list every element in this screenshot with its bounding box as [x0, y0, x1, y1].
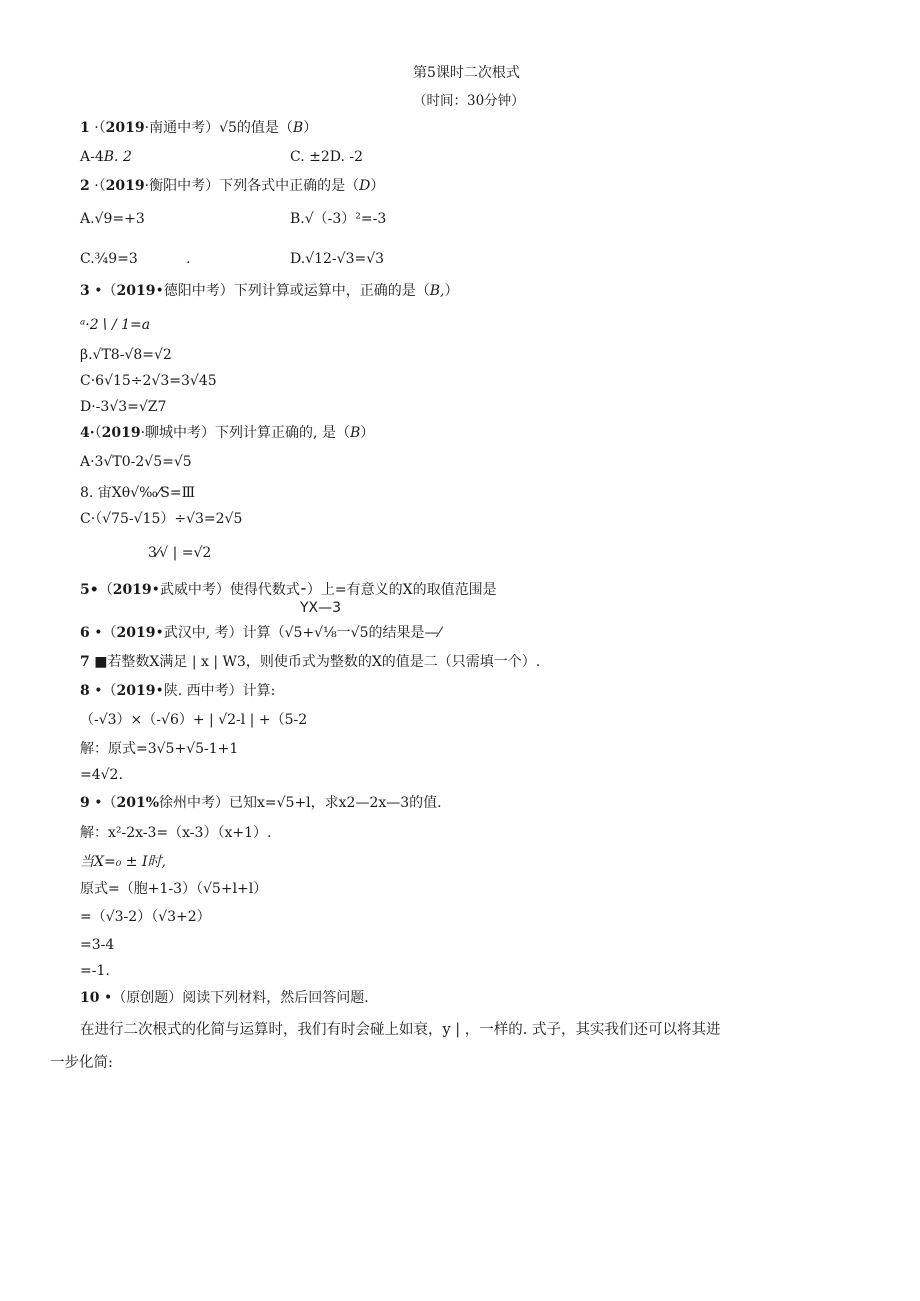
question-sep: •（: [103, 990, 127, 1006]
question-end: ）: [370, 178, 385, 194]
paragraph-line: 在进行二次根式的化简与运算时，我们有时会碰上如衰，y | ，一样的. 式子，其实我们还可以将其进: [80, 1022, 721, 1038]
question-8: [80, 682, 275, 700]
question-text: •德阳中考）下列计算或运算中，正确的是（: [155, 283, 430, 299]
question-number: 4·: [80, 425, 95, 441]
solution-line: 解：原式=3√5+√5-1+1: [80, 741, 239, 757]
solution-line: =（√3-2）（√3+2）: [80, 909, 211, 925]
stray-dot: .: [186, 251, 191, 267]
solution-line: =3-4: [80, 937, 115, 953]
option-a: [80, 148, 132, 166]
question-sep: （: [98, 582, 113, 598]
question-sep: •（: [94, 795, 117, 811]
question-number: 7: [80, 654, 90, 670]
option-c: C.¾9=3: [80, 251, 138, 267]
question-number: 5•: [80, 582, 99, 598]
question-answer: B: [349, 425, 361, 441]
solution-line: =4√2.: [80, 767, 123, 783]
question-end: ）: [303, 120, 318, 136]
solution-line: 原式=（胞+1-3）（√5+l+l）: [80, 881, 268, 897]
question-sep: •（: [94, 625, 117, 641]
question-number: 10: [80, 990, 100, 1006]
question-year: 2019: [101, 425, 141, 441]
question-number: 8: [80, 683, 90, 699]
question-year: 201%: [116, 795, 159, 811]
option-d: D·-3√3=√Z7: [80, 399, 167, 415]
solution-line: =-1.: [80, 963, 110, 979]
question-4: [80, 424, 374, 442]
question-sep: ·（: [94, 178, 106, 194]
option-a-text: A-4: [80, 149, 104, 165]
question-year: 2019: [116, 625, 156, 641]
question-text: ·衡阳中考）下列各式中正确的是（: [144, 178, 360, 194]
solution-line: 当X=₀ ± I时,: [80, 854, 166, 870]
option-a: ᵃ·2∖ / 1=a: [80, 317, 151, 333]
question-3: [80, 282, 458, 300]
question-sep: •（: [94, 283, 117, 299]
option-a: A.√9=+3: [80, 211, 145, 227]
question-text: ·聊城中考）下列计算正确的, 是（: [140, 425, 350, 441]
option-d: D.√12-√3=√3: [290, 251, 385, 267]
question-number: 6: [80, 625, 90, 641]
option-c: C·（√75-√15）÷√3=2√5: [80, 511, 243, 527]
question-2: [80, 177, 384, 195]
question-sep: ·（: [94, 120, 106, 136]
time-note: （时间：30分钟）: [413, 93, 525, 109]
question-5: [80, 581, 497, 599]
question-year: 2019: [116, 683, 156, 699]
question-year: 2019: [105, 120, 145, 136]
question-text: •武威中考）使得代数式⁃）上=有意义的X的取值范围是: [151, 582, 497, 598]
question-year: 2019: [116, 283, 156, 299]
question-9: [80, 794, 442, 812]
option-c: C·6√15÷2√3=3√45: [80, 373, 217, 389]
question-number: 1: [80, 120, 90, 136]
paragraph-line: 一步化简:: [50, 1055, 113, 1071]
question-number: 3: [80, 283, 90, 299]
question-5-sub: YX—3: [300, 600, 342, 616]
page-title: 第5课时二次根式: [413, 65, 520, 81]
question-text: 徐州中考）已知x=√5+l，求x2—2x—3的值.: [159, 795, 442, 811]
question-sep: （: [94, 425, 102, 441]
option-a: A·3√T0-2√5=√5: [80, 454, 192, 470]
question-sep: •（: [94, 683, 117, 699]
question-number: 2: [80, 178, 90, 194]
option-b-text: B. 2: [103, 149, 132, 165]
question-text: 原创题）阅读下列材料，然后回答问题.: [126, 990, 369, 1006]
option-b: B.√（-3）²=-3: [290, 211, 387, 227]
solution-line: （-√3）×（-√6）+ | √2-l | +（5-2: [80, 712, 308, 728]
question-year: 2019: [112, 582, 152, 598]
question-6: [80, 624, 441, 642]
question-number: 9: [80, 795, 90, 811]
question-text: •陕. 西中考）计算:: [155, 683, 276, 699]
question-10: [80, 989, 369, 1007]
option-d: 3⁄√ | =√2: [148, 545, 212, 561]
question-text: •武汉中, 考）计算（√5+√⅛一√5的结果是—⁄: [155, 625, 441, 641]
question-1: [80, 119, 317, 137]
question-end: ）: [360, 425, 375, 441]
question-text: ■若整数X满足 | x | W3，则使币式为整数的X的值是二（只需填一个）.: [94, 654, 541, 670]
option-b: β.√T8-√8=√2: [80, 347, 172, 363]
question-answer: B,: [429, 283, 445, 299]
option-b: 8. 宙Xθ√‰⁄S=Ⅲ: [80, 485, 196, 501]
question-answer: D: [359, 178, 371, 194]
question-answer: B: [292, 120, 304, 136]
question-year: 2019: [105, 178, 145, 194]
question-end: ）: [444, 283, 459, 299]
option-cd: C. ±2D. -2: [290, 149, 364, 165]
question-text: ·南通中考）√5的值是（: [144, 120, 293, 136]
solution-line: 解：x²-2x-3=（x-3）（x+1）.: [80, 825, 272, 841]
question-7: [80, 653, 540, 671]
